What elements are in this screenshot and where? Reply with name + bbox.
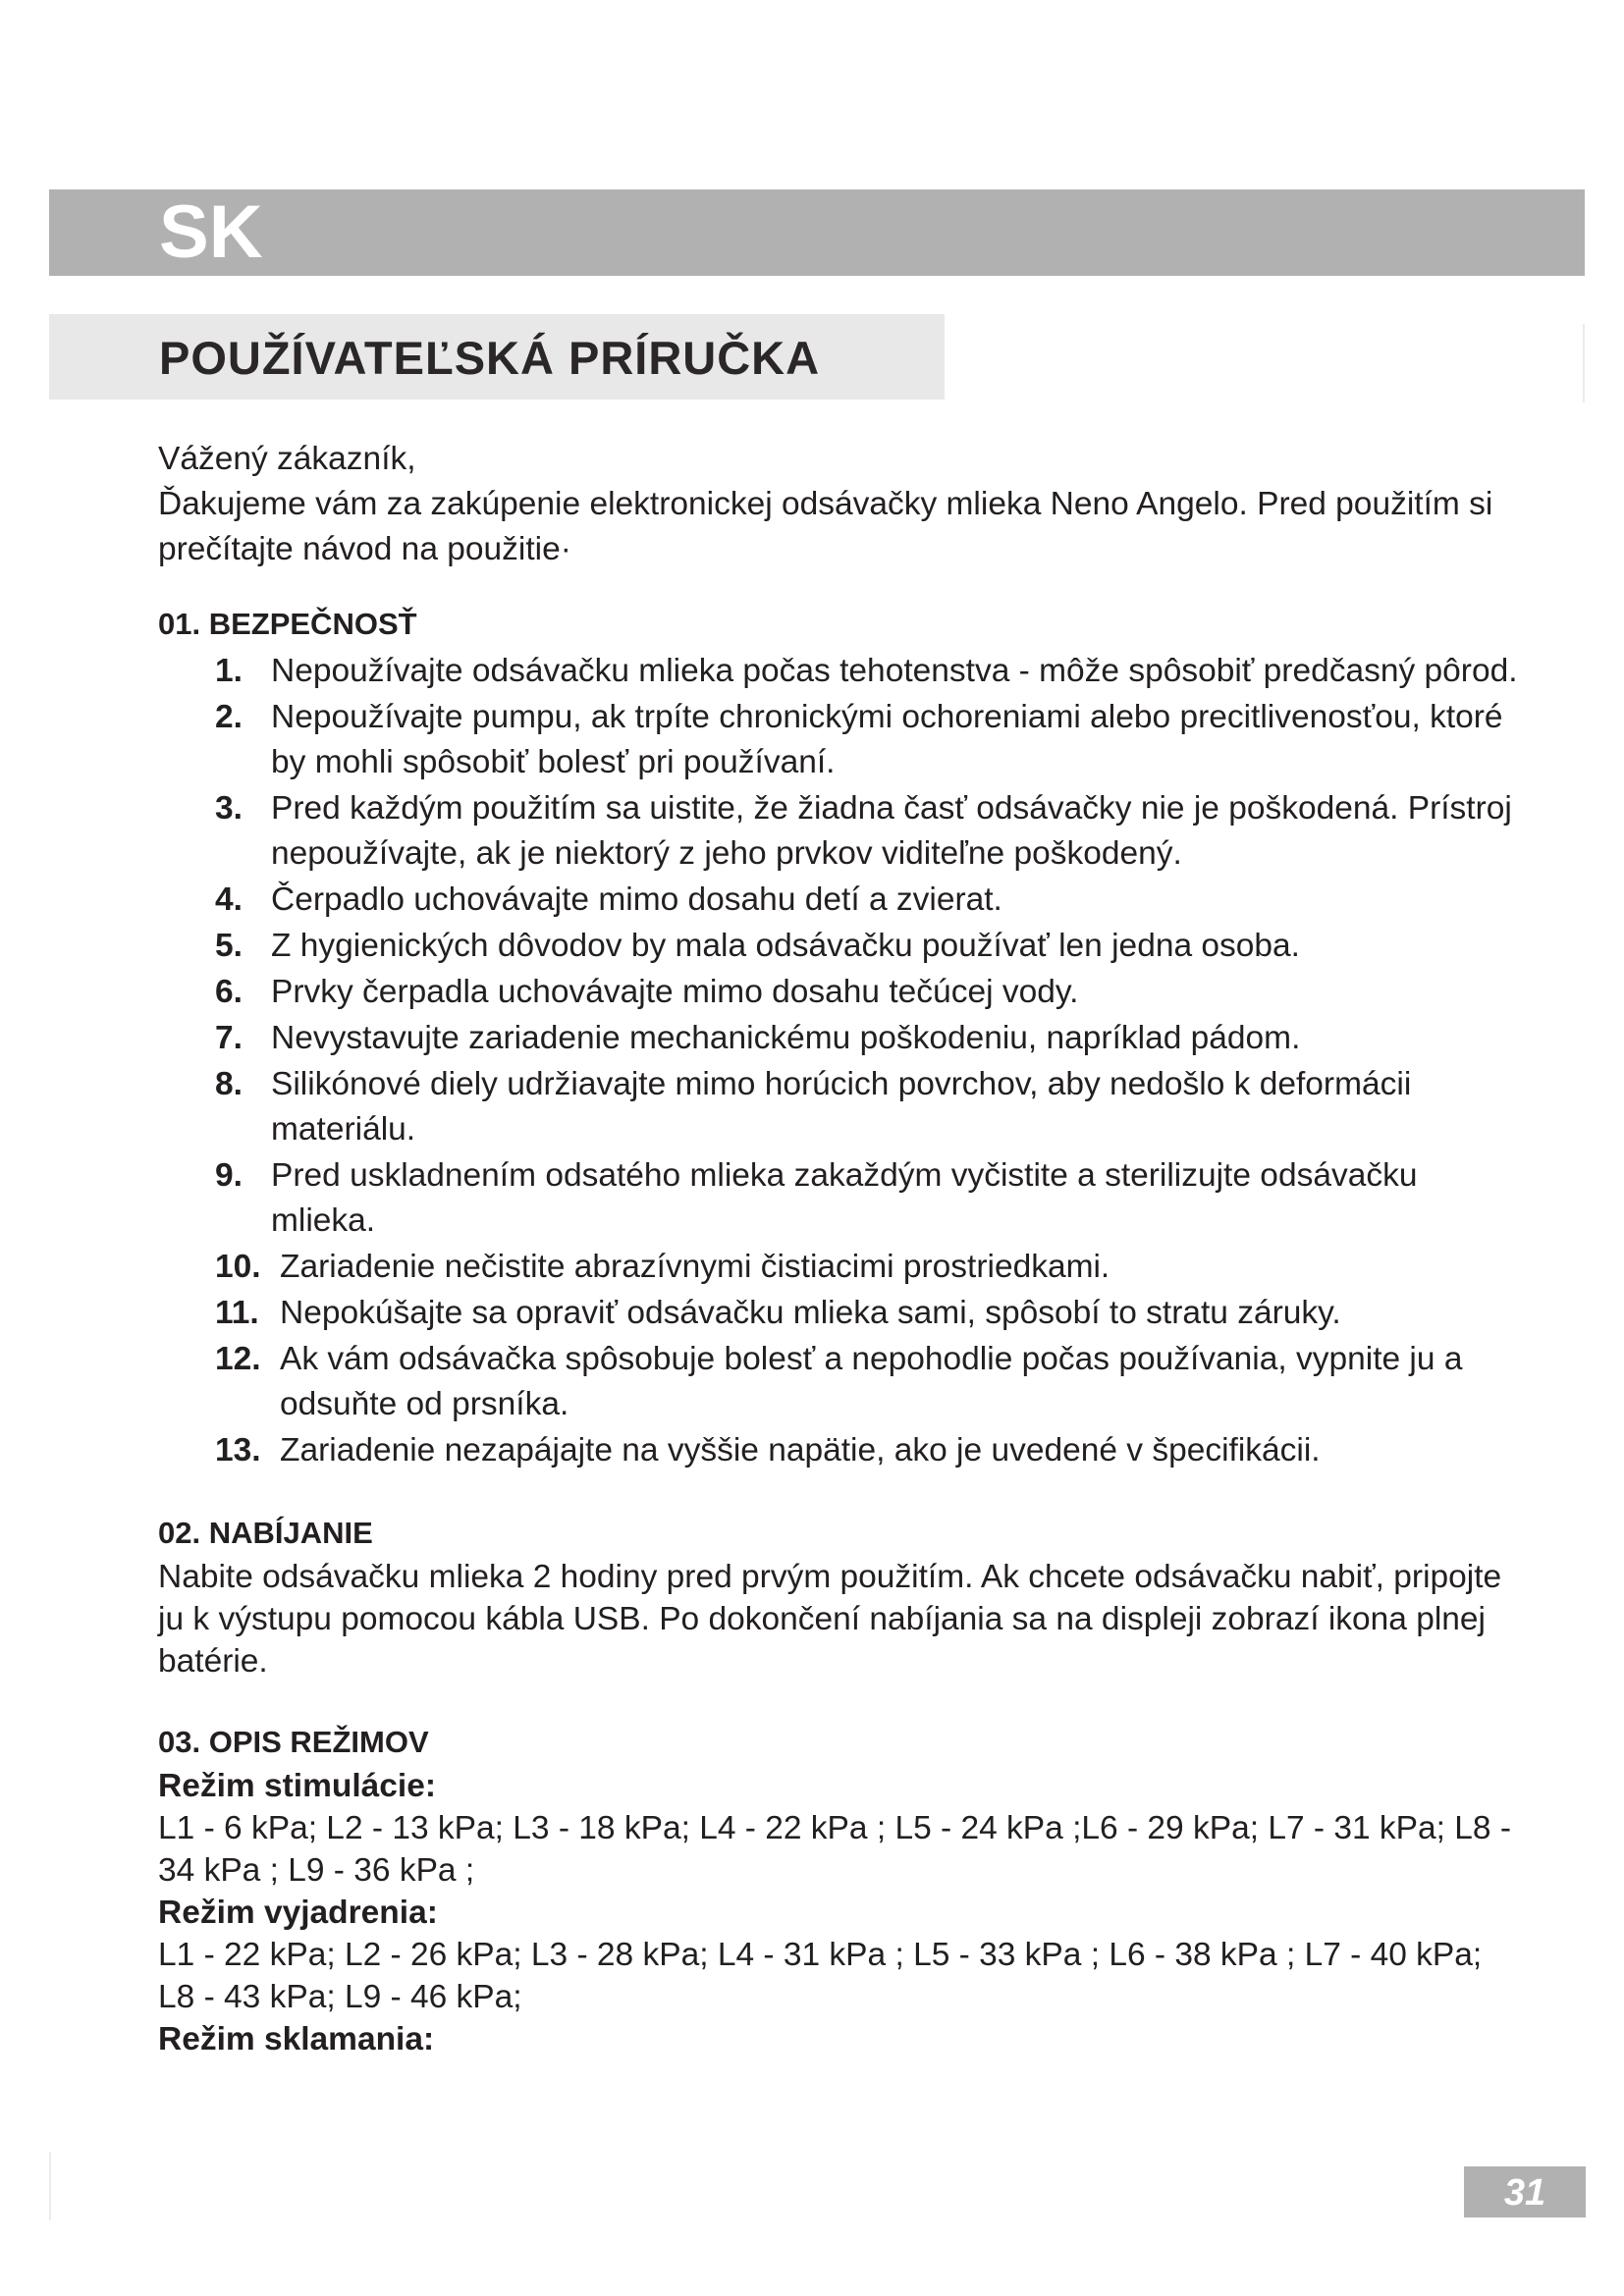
document-body [158, 437, 1523, 2060]
list-item: 9. Pred uskladnením odsatého mlieka zakaždým vyčistite a sterilizujte odsávačku mlieka. [215, 1157, 1418, 1239]
safety-section [158, 602, 1523, 1473]
list-item: 12. Ak vám odsávačka spôsobuje bolesť a nepohodlie počas používania, vypnite ju a odsuňte od prsníka. [215, 1341, 1463, 1422]
list-item: 4. Čerpadlo uchovávajte mimo dosahu detí a zvierat. [215, 881, 1002, 918]
page-number: 31 [1503, 2172, 1546, 2214]
list-item: 7. Nevystavujte zariadenie mechanickému poškodeniu, napríklad pádom. [215, 1020, 1301, 1056]
section-heading-safety: 01. BEZPEČNOSŤ [158, 607, 417, 641]
list-item: 10. Zariadenie nečistite abrazívnymi čistiacimi prostriedkami. [215, 1249, 1110, 1285]
stimulation-mode-values: L1 - 6 kPa; L2 - 13 kPa; L3 - 18 kPa; L4 - 22 kPa ; L5 - 24 kPa ;L6 - 29 kPa; L7 - 31 kPa; L8 - 34 kPa ; L9 - 36 kPa ; [158, 1810, 1511, 1889]
list-item: 8. Silikónové diely udržiavajte mimo horúcich povrchov, aby nedošlo k deformácii materiálu. [215, 1066, 1412, 1148]
section-heading-charging: 02. NABÍJANIE [158, 1516, 373, 1550]
safety-list [158, 649, 1523, 1473]
list-item: 2. Nepoužívajte pumpu, ak trpíte chronickými ochoreniami alebo precitlivenosťou, ktoré by mohli spôsobiť bolesť pri používaní. [215, 699, 1503, 780]
intro-text: Ďakujeme vám za zakúpenie elektronickej odsávačky mlieka Neno Angelo. Pred použitím si prečítajte návod na použitie· [158, 486, 1493, 567]
divider-line [1583, 324, 1585, 402]
list-item: 5. Z hygienických dôvodov by mala odsávačku používať len jedna osoba. [215, 928, 1300, 964]
list-item: 11. Nepokúšajte sa opraviť odsávačku mlieka sami, spôsobí to stratu záruky. [215, 1295, 1341, 1331]
greeting: Vážený zákazník, [158, 441, 416, 477]
list-item: 6. Prvky čerpadla uchovávajte mimo dosahu tečúcej vody. [215, 974, 1079, 1010]
charging-section [158, 1511, 1523, 1682]
expression-mode-values: L1 - 22 kPa; L2 - 26 kPa; L3 - 28 kPa; L4 - 31 kPa ; L5 - 33 kPa ; L6 - 38 kPa ; L7 - 40 kPa; L8 - 43 kPa; L9 - 46 kPa; [158, 1937, 1483, 2015]
charging-text: Nabite odsávačku mlieka 2 hodiny pred prvým použitím. Ak chcete odsávačku nabiť, pripojte ju k výstupu pomocou kábla USB. Po dokončení nabíjania sa na displeji zobrazí ikona plnej batérie. [158, 1559, 1502, 1680]
intro-section [158, 437, 1523, 572]
expression-mode-label: Režim vyjadrenia: [158, 1895, 438, 1931]
page-title: POUŽÍVATEĽSKÁ PRÍRUČKA [159, 332, 821, 384]
section-heading-modes: 03. OPIS REŽIMOV [158, 1725, 429, 1759]
title-banner [49, 314, 945, 400]
letdown-mode-label: Režim sklamania: [158, 2021, 435, 2057]
list-item: 3. Pred každým použitím sa uistite, že žiadna časť odsávačky nie je poškodená. Prístroj nepoužívajte, ak je niektorý z jeho prvkov viditeľne poškodený. [215, 790, 1512, 872]
page-number-badge [1464, 2166, 1586, 2217]
list-item: 13. Zariadenie nezapájajte na vyššie napätie, ako je uvedené v špecifikácii. [215, 1432, 1321, 1468]
stimulation-mode-label: Režim stimulácie: [158, 1768, 436, 1804]
modes-section [158, 1720, 1523, 2060]
divider-line [49, 2152, 51, 2220]
language-code: SK [159, 190, 263, 274]
language-banner [49, 189, 1585, 276]
list-item: 1. Nepoužívajte odsávačku mlieka počas tehotenstva - môže spôsobiť predčasný pôrod. [215, 653, 1518, 689]
